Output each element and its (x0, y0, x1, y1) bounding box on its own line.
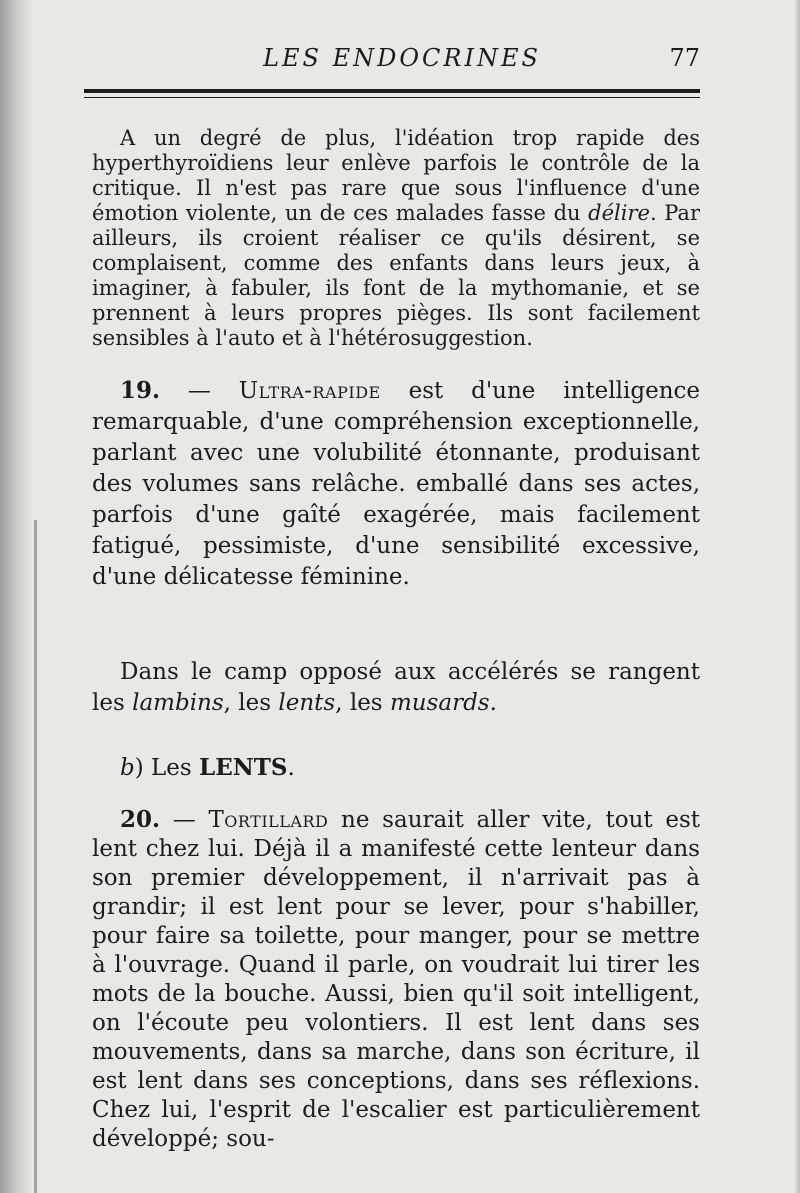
dash: — (160, 378, 239, 404)
page-edge-shadow (794, 0, 800, 1193)
paragraph-opposite-camp (92, 657, 700, 719)
running-title: LES ENDOCRINES (263, 44, 541, 72)
paragraph-text: ne saurait aller vite, tout est lent chez lui. Déjà il a manifesté cette lenteur dans son premier développement, il n'arrivait pas à grandir; il est lent pour se lever, pour s'habiller, pour faire sa toilette, pour manger, pour se mettre à l'ouvrage. Quand il parle, on voudrait lui tirer les mots de la bouche. Aussi, bien qu'il soit intelligent, on l'écoute peu volontiers. Il est lent dans ses mouvements, dans sa marche, dans son écriture, il est lent dans ses conceptions, dans ses réflexions. Chez lui, l'esprit de l'escalier est particulièrement développé; sou- (92, 807, 700, 1152)
paragraph-text: est d'une intelligence remarquable, d'une compréhension exceptionnelle, parlant avec une volubilité étonnante, produisant des volumes sans relâche. emballé dans ses actes, parfois d'une gaîté exagérée, mais facilement fatigué, pessimiste, d'une sensibilité excessive, d'une délicatesse féminine. (92, 378, 701, 590)
separator: , les (335, 690, 390, 716)
paragraph-text: . (489, 690, 497, 716)
case-number: 20. (120, 806, 161, 833)
header-rule-thin (84, 97, 700, 98)
paragraph-case-20 (92, 805, 700, 1154)
section-heading (120, 752, 700, 784)
emphasis-delire: délire (588, 201, 650, 225)
term-musards: musards (389, 690, 490, 716)
case-number: 19. (120, 377, 161, 404)
heading-caps: LENTS (199, 754, 288, 781)
paragraph-text: A un degré de plus, l'idéation trop rapide des hyperthyroïdiens leur enlève parfois le contrôle de la critique. Il n'est pas rare que sous l'influence d'une émotion violente, un de ces malades fasse du (92, 126, 700, 225)
section-marker: b (120, 755, 135, 781)
term-lents: lents (278, 690, 336, 716)
term-lambins: lambins (132, 690, 224, 716)
section-marker-suffix: ) (134, 755, 144, 781)
heading-text: Les (143, 755, 200, 781)
running-header (84, 40, 700, 76)
header-rule-thick (84, 89, 700, 93)
separator: , les (223, 690, 279, 716)
paragraph-hyperthyroid (92, 126, 700, 351)
binding-shadow (0, 0, 34, 1193)
heading-text: . (287, 755, 295, 781)
paragraph-text: . Par ailleurs, ils croient réaliser ce qu'ils désirent, se complaisent, comme des enfants dans leurs jeux, à imaginer, à fabuler, ils font de la mythomanie, et se prennent à leurs propres pièges. Ils sont facilement sensibles à l'auto et à l'hétérosuggestion. (92, 201, 700, 350)
dash: — (160, 807, 209, 833)
case-name: Ultra-rapide (238, 378, 381, 404)
case-name: Tortillard (208, 807, 329, 833)
paragraph-text: Dans le camp opposé aux accélérés se rangent les (92, 659, 700, 716)
binding-edge (34, 520, 37, 1193)
paragraph-case-19 (92, 375, 700, 593)
page-number: 77 (669, 44, 700, 72)
